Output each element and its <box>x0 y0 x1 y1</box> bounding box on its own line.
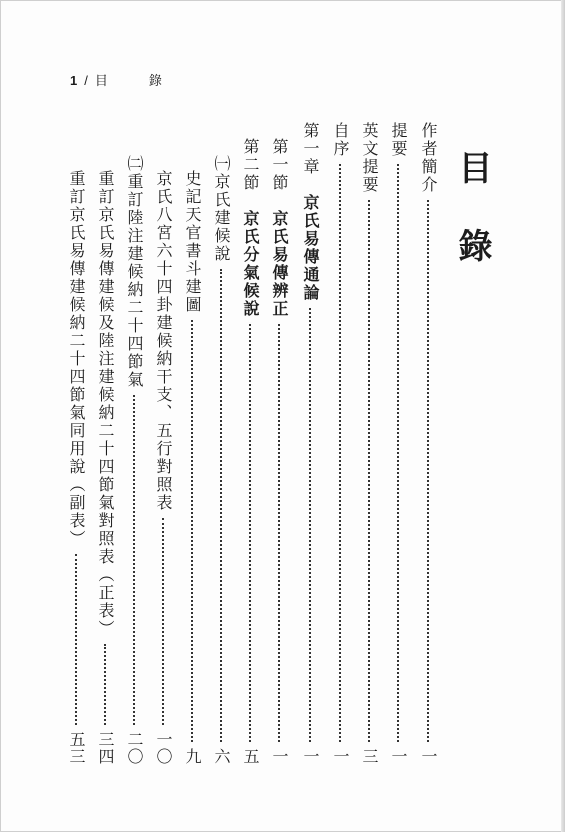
toc-leader-dots <box>309 308 311 742</box>
toc-entry-page: 一 <box>331 748 350 765</box>
toc-entry <box>208 155 234 765</box>
toc-leader-dots <box>133 395 135 725</box>
toc-leader-dots <box>220 269 222 742</box>
toc-entry-page: 一 <box>301 748 320 765</box>
toc-entry <box>121 155 147 765</box>
toc-entry <box>63 170 89 765</box>
toc-leader-dots <box>75 554 77 725</box>
toc-entry-label: 重訂京氏易傳建候納二十四節氣同用說（副表） <box>67 170 86 548</box>
toc-entry-label: 史記天官書斗建圖 <box>183 170 202 314</box>
toc-entry-label: 第一章 京氏易傳通論 <box>301 122 320 302</box>
toc-entry <box>385 122 411 765</box>
toc-entry <box>150 170 176 765</box>
toc-entry <box>92 170 118 765</box>
header-separator: / <box>84 73 89 88</box>
toc-title: 目錄 <box>452 150 492 306</box>
toc-entry-label: 第二節 京氏分氣候說 <box>241 138 260 318</box>
toc-leader-dots <box>397 164 399 742</box>
toc-entry <box>237 138 263 765</box>
toc-entry-label: ㈡重訂陸注建候納二十四節氣 <box>125 155 144 389</box>
toc-entry-page: 一 <box>270 748 289 765</box>
page-number: 1 <box>70 73 79 88</box>
toc-entry <box>415 122 441 765</box>
toc-entry <box>179 170 205 765</box>
toc-entry-label: 京氏八宮六十四卦建候納干支、五行對照表 <box>154 170 173 512</box>
header-title: 目 錄 <box>94 74 176 89</box>
toc-leader-dots <box>191 320 193 742</box>
toc-entry-page: 九 <box>183 748 202 765</box>
toc-leader-dots <box>104 644 106 725</box>
toc-entry-label: ㈠京氏建候說 <box>212 155 231 263</box>
toc-entry-label: 作者簡介 <box>419 122 438 194</box>
toc-entry <box>356 122 382 765</box>
toc-entry-label: 英文提要 <box>360 122 379 194</box>
toc-leader-dots <box>368 200 370 742</box>
toc-entry <box>297 122 323 765</box>
toc-leader-dots <box>339 164 341 742</box>
toc-entry-label: 重訂京氏易傳建候及陸注建候納二十四節氣對照表（正表） <box>96 170 115 638</box>
toc-entry-page: 六 <box>212 748 231 765</box>
toc-entry-label: 第一節 京氏易傳辨正 <box>270 138 289 318</box>
toc-leader-dots <box>162 518 164 725</box>
toc-entry-page: 三四 <box>96 731 115 765</box>
toc-entry-page: 五 <box>241 748 260 765</box>
toc-entry-label: 自序 <box>331 122 350 158</box>
toc-entry-page: 一〇 <box>154 731 173 765</box>
toc-entry-page: 三 <box>360 748 379 765</box>
toc-entry-page: 一 <box>419 748 438 765</box>
toc-entry <box>266 138 292 765</box>
toc-leader-dots <box>278 324 280 742</box>
toc-entry-page: 一 <box>389 748 408 765</box>
toc-entry-page: 五三 <box>67 731 86 765</box>
toc-leader-dots <box>427 200 429 742</box>
toc-entry-page: 二〇 <box>125 731 144 765</box>
toc-entry-label: 提要 <box>389 122 408 158</box>
toc-leader-dots <box>249 324 251 742</box>
toc-entry <box>327 122 353 765</box>
